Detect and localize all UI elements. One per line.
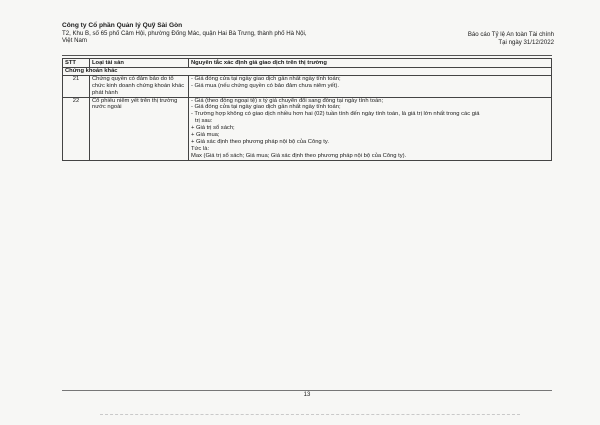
principle-line: + Giá mua; [191,132,220,139]
principle-line: + Giá xác định theo phương pháp nội bộ của Công ty. [191,138,329,145]
group-row [63,67,552,75]
page-number: 13 [303,392,311,398]
principle-line: - Giá mua (nếu chứng quyền có bảo đảm chưa niêm yết). [191,82,339,89]
company-address-line1: T2, Khu B, số 65 phố Cảm Hội, phường Đống Mác, quận Hai Bà Trưng, thành phố Hà Nội, [62,29,307,37]
header-divider [62,55,552,56]
row-stt: 21 [63,75,90,97]
report-title: Báo cáo Tỷ lệ An toàn Tài chính [467,31,554,38]
company-name: Công ty Cổ phần Quản lý Quỹ Sài Gòn [62,22,183,29]
row-asset-type: Cổ phiếu niêm yết trên thị trường nước ngoài [90,97,189,160]
page-header [62,22,554,45]
group-title: Chứng khoán khác [63,67,552,75]
pricing-principles-table [62,58,552,161]
footer-divider [62,390,552,391]
principle-line: - Trường hợp không có giao dịch nhiều hơn hai (02) tuần tính đến ngày tính toán, là giá trị lớn nhất trong các giá [191,111,480,118]
scan-edge-mark [100,414,520,415]
principle-line: - Giá (theo đồng ngoại tệ) x tỷ giá chuyển đổi sang đồng tại ngày tính toán; [191,97,384,104]
principle-line: - Giá đóng cửa tại ngày giao dịch gần nhất ngày tính toán; [191,75,341,82]
row-stt: 22 [63,97,90,160]
principle-line: trị sau: [195,118,213,125]
principle-line: + Giá trị sổ sách; [191,125,235,132]
company-address-line2: Việt Nam [62,37,87,45]
principle-line: Tức là: [191,145,210,152]
report-info [468,31,554,46]
principle-line: Max (Giá trị sổ sách; Giá mua; Giá xác định theo phương pháp nội bộ của Công ty). [191,152,407,159]
row-principle [189,75,552,97]
principle-line: - Giá đóng cửa tại ngày giao dịch gần nhất ngày tính toán; [191,104,341,111]
column-header-principle: Nguyên tắc xác định giá giao dịch trên thị trường [189,59,552,68]
report-date: Tại ngày 31/12/2022 [498,38,554,46]
column-header-asset-type: Loại tài sản [90,59,189,68]
table-row [63,75,552,97]
table-header-row [63,59,552,68]
row-principle [189,97,552,160]
table-row [63,97,552,160]
row-asset-type: Chứng quyền có đảm bảo do tổ chức kinh doanh chứng khoán khác phát hành [90,75,189,97]
column-header-stt: STT [63,59,90,68]
